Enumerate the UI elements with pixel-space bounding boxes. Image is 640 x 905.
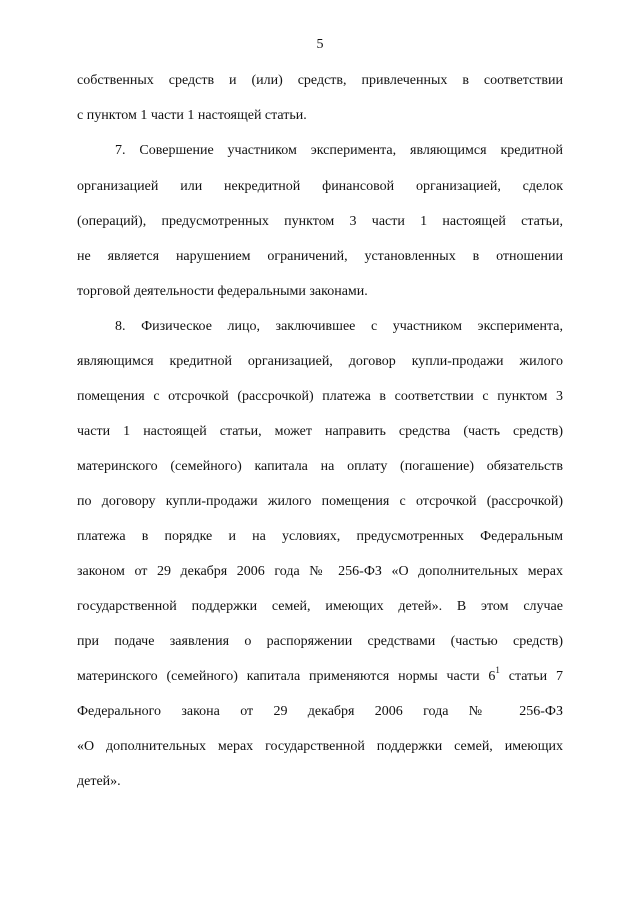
text-line: государственной поддержки семей, имеющих детей». В этом случае — [77, 599, 563, 614]
text-line: законом от 29 декабря 2006 года № 256-ФЗ «О дополнительных мерах — [77, 564, 563, 579]
text-line: Федерального закона от 29 декабря 2006 года № 256-ФЗ — [77, 704, 563, 719]
page-number: 5 — [316, 37, 324, 52]
text-line-with-superscript — [77, 665, 563, 686]
text-line: (операций), предусмотренных пунктом 3 части 1 настоящей статьи, — [77, 214, 563, 229]
superscript: 1 — [495, 665, 500, 676]
text-line: помещения с отсрочкой (рассрочкой) платежа в соответствии с пунктом 3 — [77, 389, 563, 404]
text-line: «О дополнительных мерах государственной поддержки семей, имеющих — [77, 739, 563, 754]
text-line: по договору купли-продажи жилого помещения с отсрочкой (рассрочкой) — [77, 494, 563, 509]
text-fragment: материнского (семейного) капитала применяются нормы части 6 — [77, 669, 496, 684]
text-line: части 1 настоящей статьи, может направить средства (часть средств) — [77, 424, 563, 439]
text-line: при подаче заявления о распоряжении средствами (частью средств) — [77, 634, 563, 649]
text-fragment: статьи 7 — [499, 669, 563, 684]
text-line: торговой деятельности федеральными законами. — [77, 284, 368, 299]
text-line: материнского (семейного) капитала на оплату (погашение) обязательств — [77, 459, 563, 474]
text-line: являющимся кредитной организацией, договор купли-продажи жилого — [77, 354, 563, 369]
paragraph-7-start: 7. Совершение участником эксперимента, являющимся кредитной — [115, 143, 563, 158]
text-line: не является нарушением ограничений, установленных в отношении — [77, 249, 563, 264]
text-line: собственных средств и (или) средств, привлеченных в соответствии — [77, 73, 563, 88]
text-line: с пунктом 1 части 1 настоящей статьи. — [77, 108, 307, 123]
text-line: детей». — [77, 774, 121, 789]
text-line: организацией или некредитной финансовой организацией, сделок — [77, 179, 563, 194]
text-line: платежа в порядке и на условиях, предусмотренных Федеральным — [77, 529, 563, 544]
paragraph-8-start: 8. Физическое лицо, заключившее с участником эксперимента, — [115, 319, 563, 334]
